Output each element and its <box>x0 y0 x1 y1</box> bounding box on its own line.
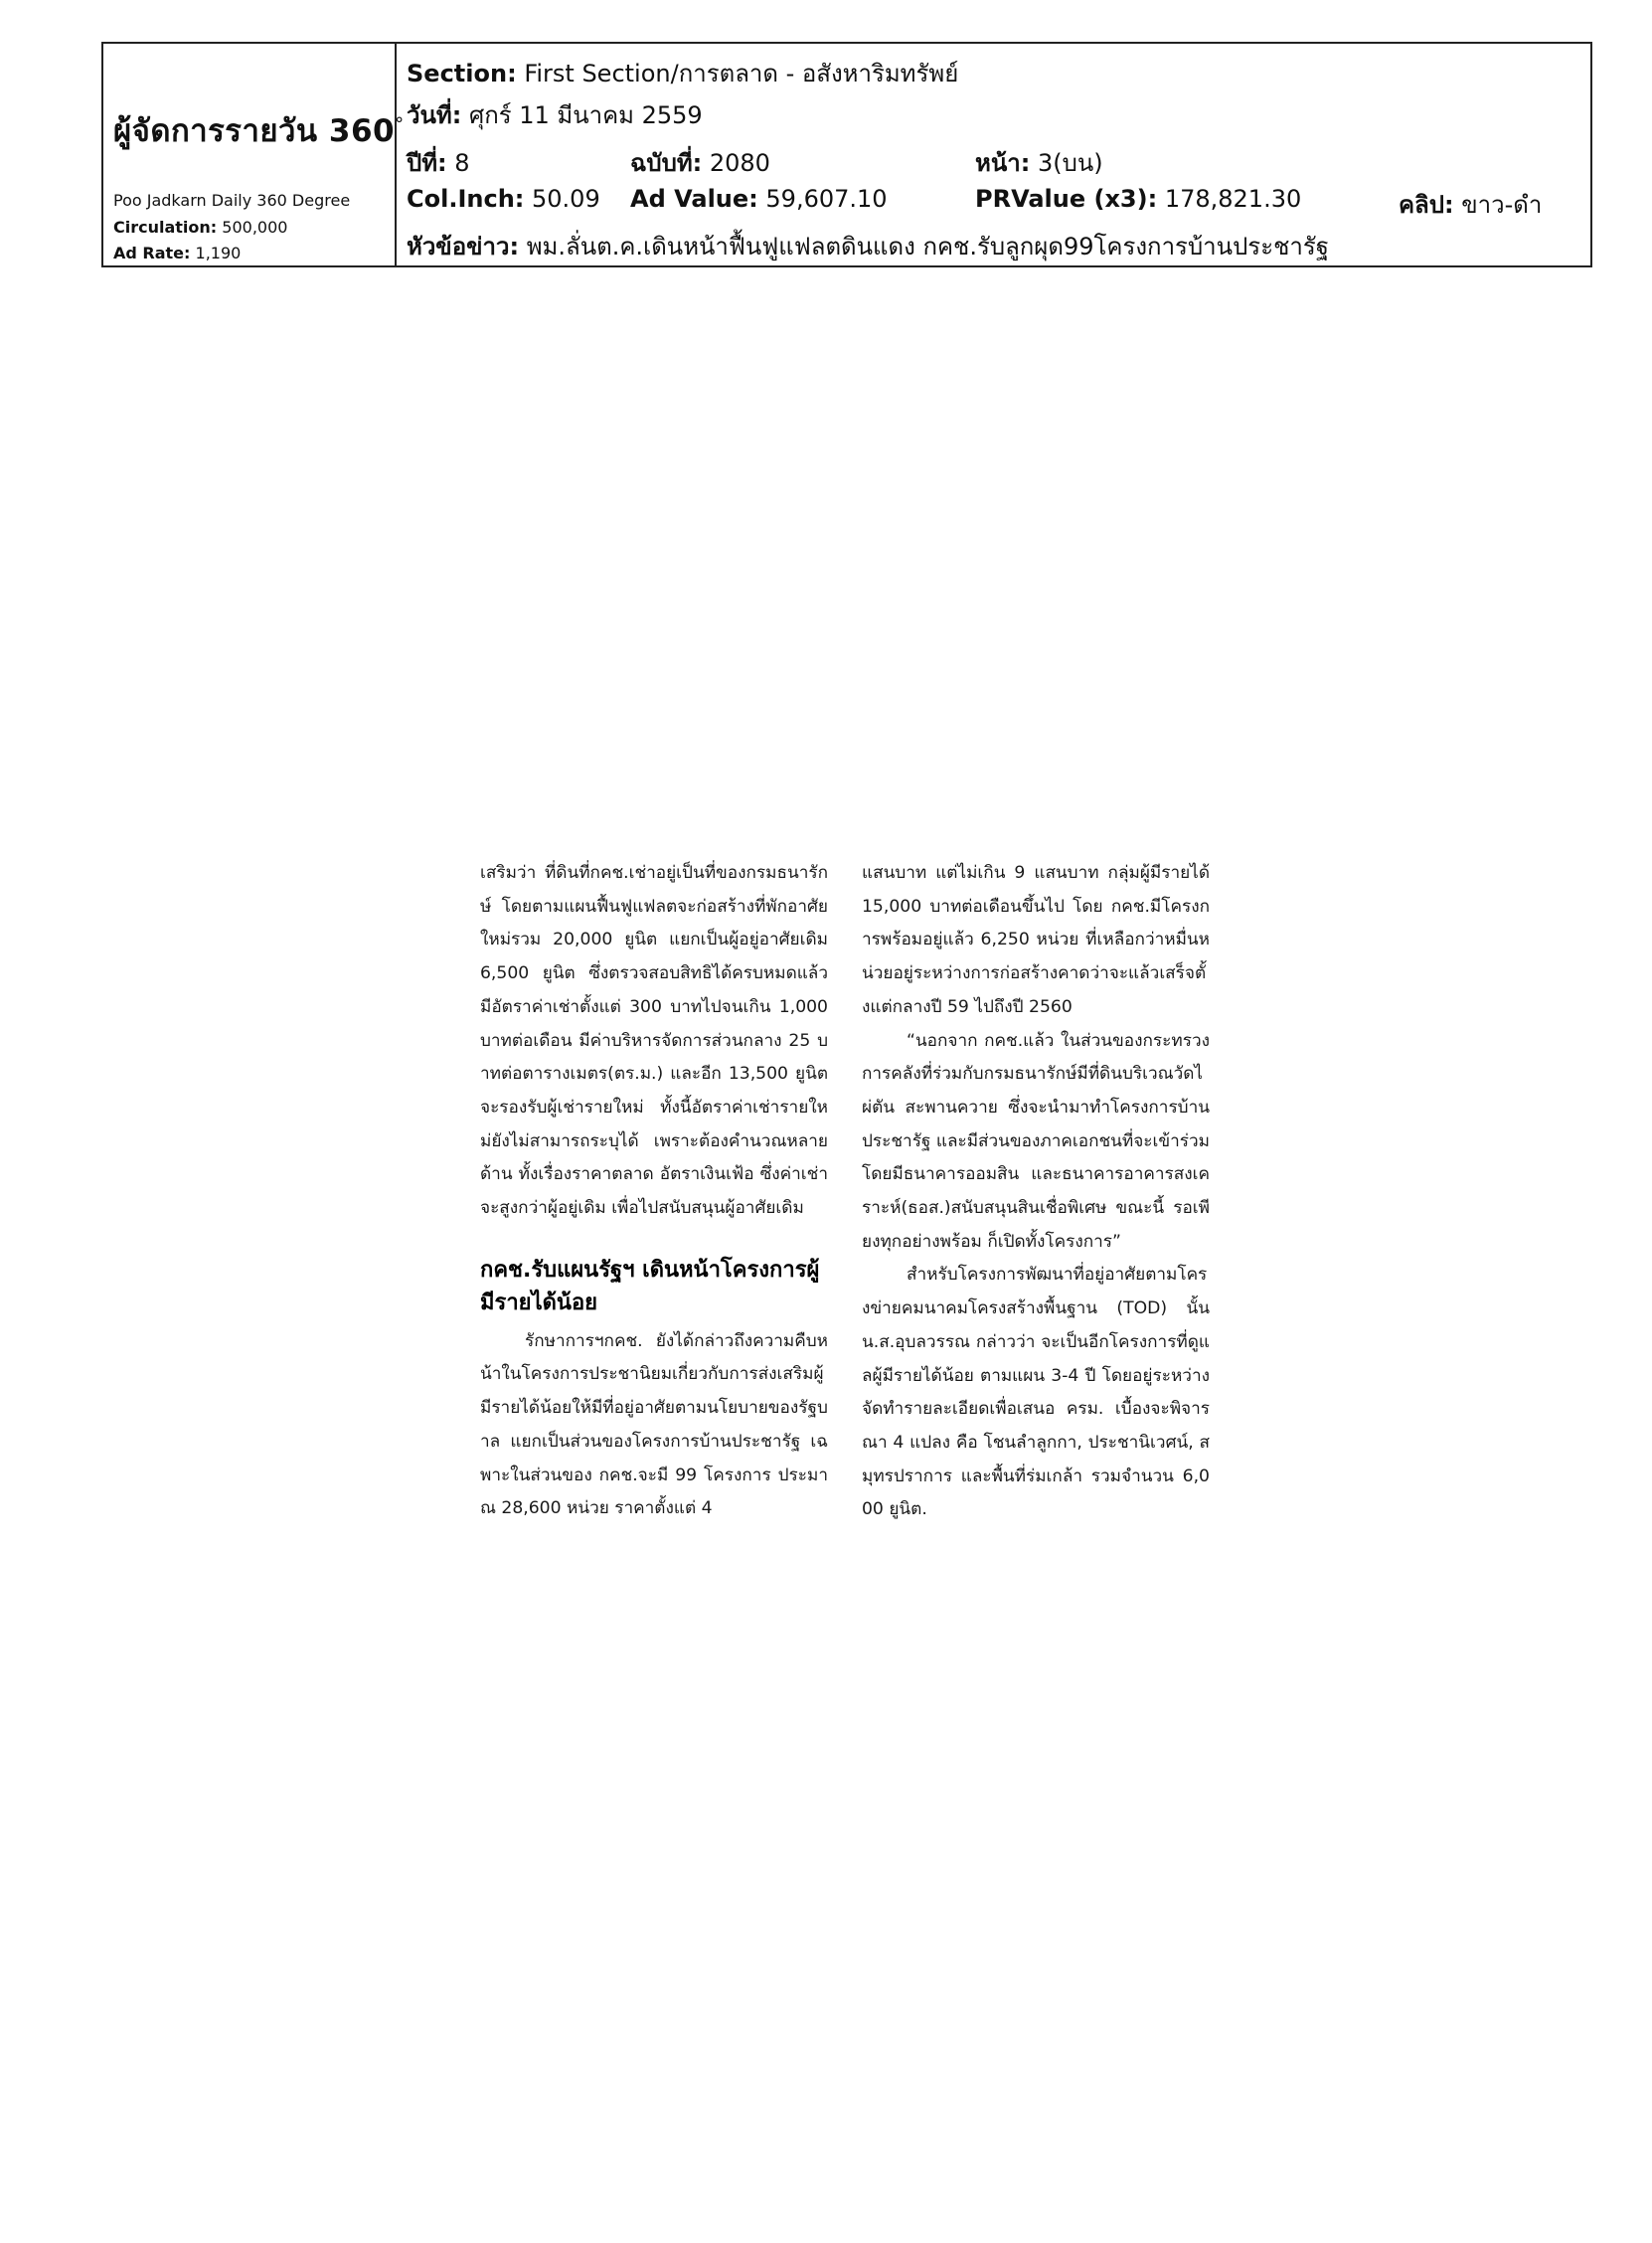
circulation-label: Circulation: <box>113 218 218 237</box>
date-row <box>407 95 703 134</box>
issue-cell <box>630 143 770 182</box>
clip-value: ขาว-ดำ <box>1461 191 1543 219</box>
headline-value: พม.ลั่นต.ค.เดินหน้าฟื้นฟูแฟลตดินแดง กคช.รับลูกผุด99โครงการบ้านประชารัฐ <box>526 233 1329 260</box>
publication-name: ผู้จัดการรายวัน 360 <box>113 113 396 149</box>
publication-title <box>113 105 405 155</box>
colinch-label: Col.Inch: <box>407 185 525 213</box>
article-paragraph: สำหรับโครงการพัฒนาที่อยู่อาศัยตามโครงข่ายคมนาคมโครงสร้างพื้นฐาน (TOD) นั้น น.ส.อุบลวรรณ กล่าวว่า จะเป็นอีกโครงการที่ดูแลผู้มีรายได้น้อย ตามแผน 3-4 ปี โดยอยู่ระหว่างจัดทำรายละเอียดเพื่อเสนอ ครม. เบื้องจะพิจารณา 4 แปลง คือ โชนลำลูกกา, ประชานิเวศน์, สมุทรปราการ และพื้นที่ร่มเกล้า รวมจำนวน 6,000 ยูนิต. <box>862 1265 1210 1520</box>
section-value: First Section/การตลาด - อสังหาริมทรัพย์ <box>524 60 959 87</box>
article-subheading: กคช.รับแผนรัฐฯ เดินหน้าโครงการผู้มีรายได้น้อย <box>480 1257 820 1315</box>
page-label: หน้า: <box>975 149 1031 177</box>
year-cell <box>407 143 470 182</box>
degree-symbol: ° <box>395 113 405 135</box>
advalue-cell <box>630 185 888 213</box>
date-label: วันที่: <box>407 101 462 129</box>
article-paragraph: แสนบาท แต่ไม่เกิน 9 แสนบาท กลุ่มผู้มีรายได้ 15,000 บาทต่อเดือนขึ้นไป โดย กคช.มีโครงการพร้อมอยู่แล้ว 6,250 หน่วย ที่เหลือกว่าหมื่นหน่วยอยู่ระหว่างการก่อสร้างคาดว่าจะแล้วเสร็จตั้งแต่กลางปี 59 ไปถึงปี 2560 <box>862 863 1210 1017</box>
article-paragraph: เสริมว่า ที่ดินที่กคช.เช่าอยู่เป็นที่ของกรมธนารักษ์ โดยตามแผนฟื้นฟูแฟลตจะก่อสร้างที่พักอาศัยใหม่รวม 20,000 ยูนิต แยกเป็นผู้อยู่อาศัยเดิม 6,500 ยูนิต ซึ่งตรวจสอบสิทธิได้ครบหมดแล้ว มีอัตราค่าเช่าตั้งแต่ 300 บาทไปจนเกิน 1,000 บาทต่อเดือน มีค่าบริหารจัดการส่วนกลาง 25 บาทต่อตารางเมตร(ตร.ม.) และอีก 13,500 ยูนิต จะรองรับผู้เช่ารายใหม่ ทั้งนี้อัตราค่าเช่ารายใหม่ยังไม่สามารถระบุได้ เพราะต้องคำนวณหลายด้าน ทั้งเรื่องราคาตลาด อัตราเงินเฟ้อ ซึ่งค่าเช่าจะสูงกว่าผู้อยู่เดิม เพื่อไปสนับสนุนผู้อาศัยเดิม <box>480 863 828 1219</box>
year-label: ปีที่: <box>407 149 447 177</box>
page-cell <box>975 143 1103 182</box>
advalue-value: 59,607.10 <box>765 185 888 213</box>
circulation <box>113 218 287 237</box>
issue-label: ฉบับที่: <box>630 149 703 177</box>
publication-english-name: Poo Jadkarn Daily 360 Degree <box>113 191 351 210</box>
clipping-metadata <box>397 44 1590 265</box>
year-value: 8 <box>454 149 470 177</box>
article-paragraph: “นอกจาก กคช.แล้ว ในส่วนของกระทรวงการคลังที่ร่วมกับกรมธนารักษ์มีที่ดินบริเวณวัดไผ่ตัน สะพานควาย ซึ่งจะนำมาทำโครงการบ้านประชารัฐ และมีส่วนของภาคเอกชนที่จะเข้าร่วม โดยมีธนาคารออมสิน และธนาคารอาคารสงเคราะห์(ธอส.)สนับสนุนสินเชื่อพิเศษ ขณะนี้ รอเพียงทุกอย่างพร้อม ก็เปิดทั้งโครงการ” <box>862 1030 1211 1252</box>
circulation-value: 500,000 <box>222 218 288 237</box>
ad-rate-label: Ad Rate: <box>113 244 191 262</box>
headline-row <box>407 227 1329 265</box>
section-label: Section: <box>407 60 517 87</box>
advalue-label: Ad Value: <box>630 185 758 213</box>
prvalue-label: PRValue (x3): <box>975 185 1158 213</box>
page-value: 3(บน) <box>1037 149 1103 177</box>
clip-label: คลิป: <box>1399 191 1454 219</box>
clip-cell <box>1399 185 1542 224</box>
ad-rate <box>113 244 241 262</box>
issue-value: 2080 <box>709 149 770 177</box>
prvalue-value: 178,821.30 <box>1164 185 1302 213</box>
article-column-right <box>862 857 1210 1527</box>
article-paragraph: รักษาการฯกคช. ยังได้กล่าวถึงความคืบหน้าในโครงการประชานิยมเกี่ยวกับการส่งเสริมผู้มีรายได้น้อยให้มีที่อยู่อาศัยตามนโยบายของรัฐบาล แยกเป็นส่วนของโครงการบ้านประชารัฐ เฉพาะในส่วนของ กคช.จะมี 99 โครงการ ประมาณ 28,600 หน่วย ราคาตั้งแต่ 4 <box>480 1330 828 1519</box>
headline-label: หัวข้อข่าว: <box>407 233 520 260</box>
clipping-header <box>101 42 1592 267</box>
colinch-cell <box>407 185 600 213</box>
date-value: ศุกร์ 11 มีนาคม 2559 <box>468 101 703 129</box>
article-column-left <box>480 857 828 1526</box>
ad-rate-value: 1,190 <box>195 244 242 262</box>
section-row <box>407 54 958 92</box>
colinch-value: 50.09 <box>532 185 600 213</box>
prvalue-cell <box>975 185 1301 213</box>
publication-brand-box <box>103 44 405 265</box>
